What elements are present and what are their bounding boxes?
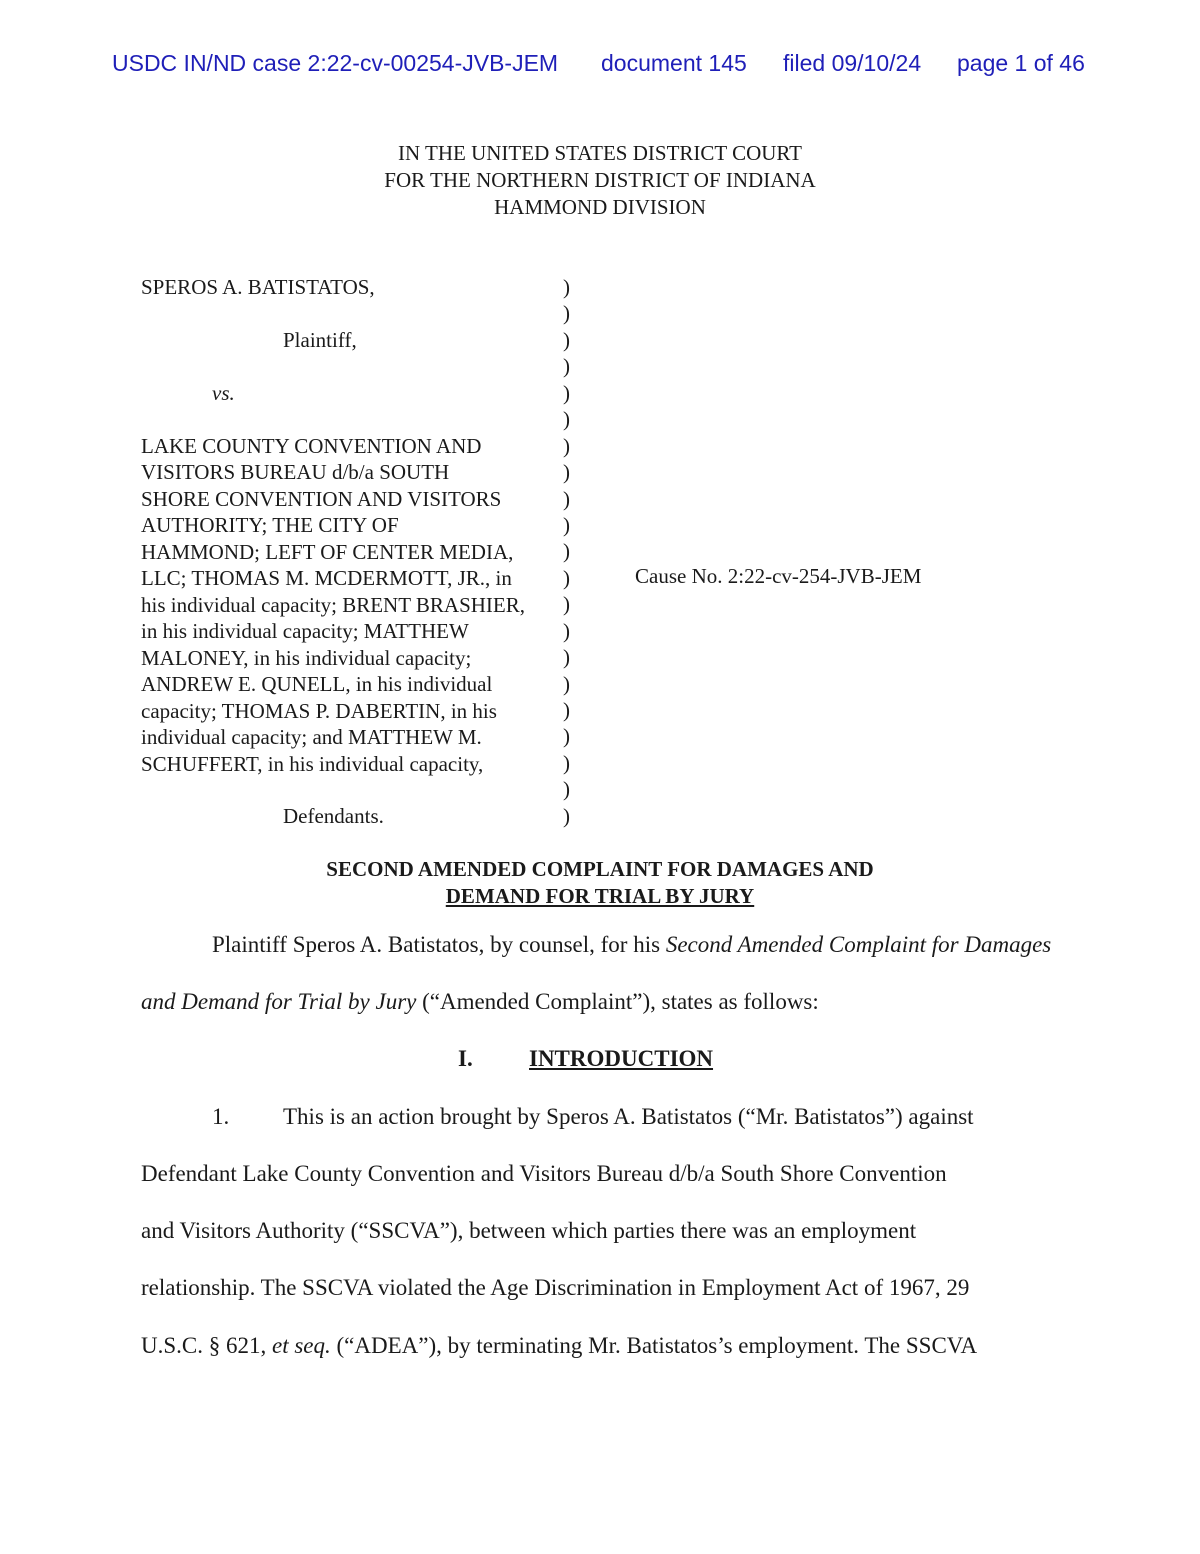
caption-paren: ) xyxy=(563,645,570,670)
paragraph-line: This is an action brought by Speros A. Batistatos (“Mr. Batistatos”) against xyxy=(283,1104,974,1129)
filing-header xyxy=(0,50,1200,82)
title-line-2: DEMAND FOR TRIAL BY JURY xyxy=(445,884,755,908)
paragraph-italic: et seq. xyxy=(272,1333,331,1358)
defendant-line: LLC; THOMAS M. MCDERMOTT, JR., in xyxy=(141,566,512,590)
header-document-number: document 145 xyxy=(601,50,747,76)
defendant-line: his individual capacity; BRENT BRASHIER, xyxy=(141,593,526,617)
caption-paren: ) xyxy=(563,803,570,828)
paragraph-line xyxy=(141,1333,977,1359)
defendant-line: MALONEY, in his individual capacity; xyxy=(141,646,472,670)
caption-paren: ) xyxy=(563,486,570,511)
court-heading xyxy=(0,140,1200,221)
caption-paren: ) xyxy=(563,671,570,696)
versus-label: vs. xyxy=(212,381,235,405)
caption-paren: ) xyxy=(563,327,570,352)
defendant-line: SHORE CONVENTION AND VISITORS xyxy=(141,487,502,511)
cause-number: Cause No. 2:22-cv-254-JVB-JEM xyxy=(635,564,922,588)
court-line-2: FOR THE NORTHERN DISTRICT OF INDIANA xyxy=(384,168,816,192)
paragraph-number: 1. xyxy=(212,1104,230,1129)
defendant-line: SCHUFFERT, in his individual capacity, xyxy=(141,752,484,776)
caption-paren: ) xyxy=(563,407,570,432)
defendant-line: ANDREW E. QUNELL, in his individual xyxy=(141,672,493,696)
defendant-line: in his individual capacity; MATTHEW xyxy=(141,619,469,643)
paragraph-line: and Visitors Authority (“SSCVA”), between which parties there was an employment xyxy=(141,1218,917,1243)
defendant-line: AUTHORITY; THE CITY OF xyxy=(141,513,399,537)
intro-line-1 xyxy=(212,932,1051,958)
caption-paren: ) xyxy=(563,275,570,299)
caption-paren: ) xyxy=(563,433,570,458)
caption-paren: ) xyxy=(563,354,570,379)
caption-parentheses xyxy=(563,274,570,829)
caption-paren: ) xyxy=(563,380,570,405)
defendant-line: LAKE COUNTY CONVENTION AND xyxy=(141,434,482,458)
paragraph-line: relationship. The SSCVA violated the Age Discrimination in Employment Act of 1967, 29 xyxy=(141,1275,970,1300)
intro-italic-title: Second Amended Complaint for Damages xyxy=(665,932,1052,957)
caption-paren: ) xyxy=(563,565,570,590)
plaintiff-label: Plaintiff, xyxy=(283,328,357,352)
caption-paren: ) xyxy=(563,618,570,643)
plaintiff-name: SPEROS A. BATISTATOS, xyxy=(141,275,375,299)
caption-paren: ) xyxy=(563,539,570,564)
intro-italic-title: and Demand for Trial by Jury xyxy=(141,989,417,1014)
defendant-line: capacity; THOMAS P. DABERTIN, in his xyxy=(141,699,497,723)
defendant-line: individual capacity; and MATTHEW M. xyxy=(141,725,482,749)
section-title: INTRODUCTION xyxy=(529,1046,714,1071)
paragraph-text: U.S.C. § 621, xyxy=(141,1333,272,1358)
header-filed-date: filed 09/10/24 xyxy=(783,50,922,76)
court-line-3: HAMMOND DIVISION xyxy=(494,195,706,219)
header-page-number: page 1 of 46 xyxy=(957,50,1085,76)
document-title xyxy=(0,856,1200,910)
paragraph-text: (“ADEA”), by terminating Mr. Batistatos’s employment. The SSCVA xyxy=(330,1333,978,1358)
caption-paren: ) xyxy=(563,460,570,485)
caption-paren: ) xyxy=(563,777,570,802)
intro-text: (“Amended Complaint”), states as follows: xyxy=(416,989,819,1014)
intro-text: Plaintiff Speros A. Batistatos, by counsel, for his xyxy=(212,932,666,957)
caption-paren: ) xyxy=(563,512,570,537)
paragraph-line: Defendant Lake County Convention and Visitors Bureau d/b/a South Shore Convention xyxy=(141,1161,947,1186)
caption-paren: ) xyxy=(563,724,570,749)
caption-paren: ) xyxy=(563,592,570,617)
defendant-label: Defendants. xyxy=(283,804,384,828)
caption-paren: ) xyxy=(563,698,570,722)
header-case-number: USDC IN/ND case 2:22-cv-00254-JVB-JEM xyxy=(112,50,559,76)
defendant-line: HAMMOND; LEFT OF CENTER MEDIA, xyxy=(141,540,514,564)
title-line-1: SECOND AMENDED COMPLAINT FOR DAMAGES AND xyxy=(326,857,874,881)
defendant-line: VISITORS BUREAU d/b/a SOUTH xyxy=(141,460,450,484)
section-number: I. xyxy=(458,1046,473,1071)
caption-paren: ) xyxy=(563,750,570,775)
intro-line-2 xyxy=(141,989,819,1015)
caption-paren: ) xyxy=(563,301,570,326)
court-line-1: IN THE UNITED STATES DISTRICT COURT xyxy=(397,141,803,165)
